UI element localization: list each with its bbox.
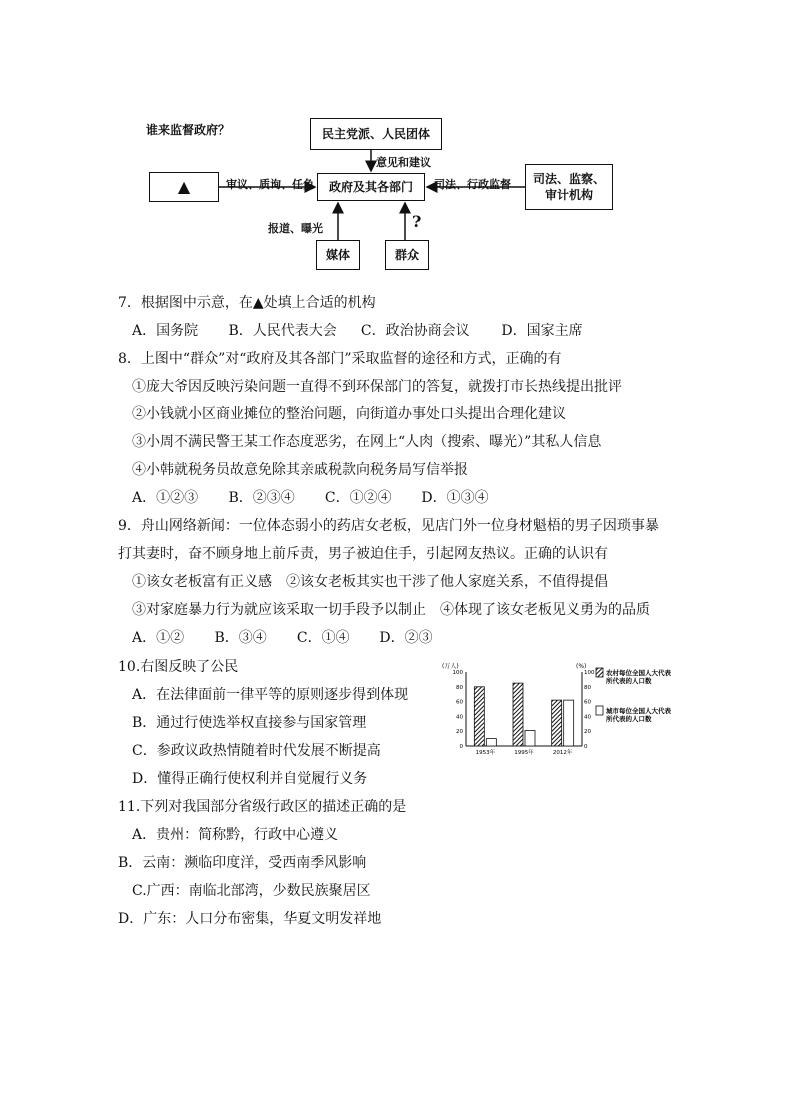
q9-option-d: D．②③ [379, 630, 433, 646]
q7-option-b: B．人民代表大会 [228, 323, 337, 339]
media-box: 媒体 [316, 240, 360, 270]
q10-option-d: D．懂得正确行使权利并自觉履行义务 [132, 771, 368, 787]
legend-swatch-1 [596, 706, 603, 715]
q9-options [132, 627, 433, 647]
q8-option-a: A．①②③ [132, 490, 199, 506]
y-unit-left: (万人) [442, 663, 459, 670]
q8-option-d: D．①③④ [421, 490, 489, 506]
q7-option-a: A．国务院 [132, 323, 199, 339]
q7-stem: 7．根据图中示意，在▲处填上合适的机构 [118, 295, 376, 311]
y-tick-left-label: 80 [456, 684, 463, 691]
legend-label-0: 农村每位全国人大代表所代表的人口数 [606, 669, 671, 685]
q7-option-d: D．国家主席 [501, 323, 583, 339]
q8-options [132, 487, 489, 507]
y-tick-left-label: 60 [456, 699, 463, 706]
q9-stem-line1: 9．舟山网络新闻：一位体态弱小的药店女老板，见店门外一位身材魁梧的男子因琐事暴 [118, 518, 659, 534]
right-box-line2: 审计机构 [544, 188, 593, 202]
y-tick-left-label: 100 [452, 670, 463, 676]
q8-stem: 8．上图中“群众”对“政府及其各部门”采取监督的途径和方式，正确的有 [118, 351, 562, 367]
q9-option-c: C．①④ [296, 630, 350, 646]
y-unit-right: (%) [576, 663, 587, 670]
top-box: 民主党派、人民团体 [310, 118, 442, 150]
diagram-title: 谁来监督政府？ [146, 123, 231, 137]
y-tick-right-label: 80 [584, 684, 591, 691]
right-box-line1: 司法、监察、 [532, 171, 605, 186]
bar-urban-0 [486, 739, 496, 746]
right-label: 司法、行政监督 [434, 178, 511, 191]
diagram-arrows [0, 0, 790, 300]
y-tick-left-label: 40 [456, 714, 463, 721]
q9-option-b: B．③④ [214, 630, 267, 646]
y-tick-right-label: 40 [584, 714, 591, 721]
left-label: 审议、质询、任免 [226, 178, 314, 191]
question-mark: ? [412, 212, 422, 231]
q10-stem: 10.右图反映了公民 [118, 659, 239, 675]
q9-items-line2: ③对家庭暴力行为就应该采取一切手段予以制止 ④体现了该女老板见义勇为的品质 [132, 602, 650, 618]
population-bar-chart [440, 660, 675, 760]
x-tick-label: 1953年 [475, 750, 496, 756]
q8-item-1: ①庞大爷因反映污染问题一直得不到环保部门的答复，就拨打市长热线提出批评 [132, 379, 622, 395]
y-tick-right-label: 60 [584, 699, 591, 706]
q8-item-2: ②小钱就小区商业摊位的整治问题，向街道办事处口头提出合理化建议 [132, 406, 566, 422]
q7-options [132, 320, 583, 340]
x-tick-label: 1995年 [514, 750, 534, 756]
q11-option-d: D．广东：人口分布密集，华夏文明发祥地 [118, 911, 382, 927]
legend-label-1: 城市每位全国人大代表所代表的人口数 [606, 707, 671, 723]
q10-option-a: A．在法律面前一律平等的原则逐步得到体现 [132, 687, 409, 703]
q8-option-c: C．①②④ [324, 490, 392, 506]
q9-option-a: A．①② [132, 630, 185, 646]
center-box: 政府及其各部门 [317, 173, 425, 201]
legend-swatch-0 [596, 668, 603, 677]
bar-urban-2 [564, 700, 574, 746]
q11-stem: 11.下列对我国部分省级行政区的描述正确的是 [118, 799, 407, 815]
y-tick-left-label: 20 [456, 729, 463, 736]
q8-option-b: B．②③④ [228, 490, 295, 506]
bar-rural-2 [552, 700, 562, 746]
left-box-triangle: ▲ [149, 172, 219, 202]
q9-stem-line2: 打其妻时，奋不顾身地上前斥责，男子被迫住手，引起网友热议。正确的认识有 [118, 546, 608, 562]
y-tick-right-label: 0 [584, 744, 588, 750]
x-tick-label: 2012年 [552, 750, 573, 756]
y-tick-right-label: 20 [584, 729, 591, 736]
q9-items-line1: ①该女老板富有正义感 ②该女老板其实也干涉了他人家庭关系，不值得提倡 [132, 574, 608, 590]
q8-item-3: ③小周不满民警王某工作态度恶劣，在网上“人肉（搜索、曝光）”其私人信息 [132, 434, 602, 450]
q7-option-c: C．政治协商会议 [360, 323, 470, 339]
q10-option-c: C．参政议政热情随着时代发展不断提高 [132, 743, 381, 759]
bottom-left-label: 报道、曝光 [268, 222, 323, 235]
q11-option-a: A．贵州：简称黔，行政中心遵义 [132, 827, 339, 843]
bar-rural-1 [513, 683, 523, 746]
y-tick-right-label: 100 [584, 670, 595, 676]
q8-item-4: ④小韩就税务员故意免除其亲戚税款向税务局写信举报 [132, 462, 468, 478]
bar-urban-1 [525, 730, 535, 746]
y-tick-left-label: 0 [459, 744, 463, 750]
bar-rural-0 [474, 687, 484, 746]
q10-option-b: B．通过行使选举权直接参与国家管理 [132, 715, 367, 731]
masses-box: 群众 [385, 240, 429, 270]
q11-option-b: B．云南：濒临印度洋，受西南季风影响 [118, 855, 367, 871]
q11-option-c: C.广西：南临北部湾，少数民族聚居区 [132, 883, 371, 899]
top-label: 意见和建议 [376, 156, 431, 169]
